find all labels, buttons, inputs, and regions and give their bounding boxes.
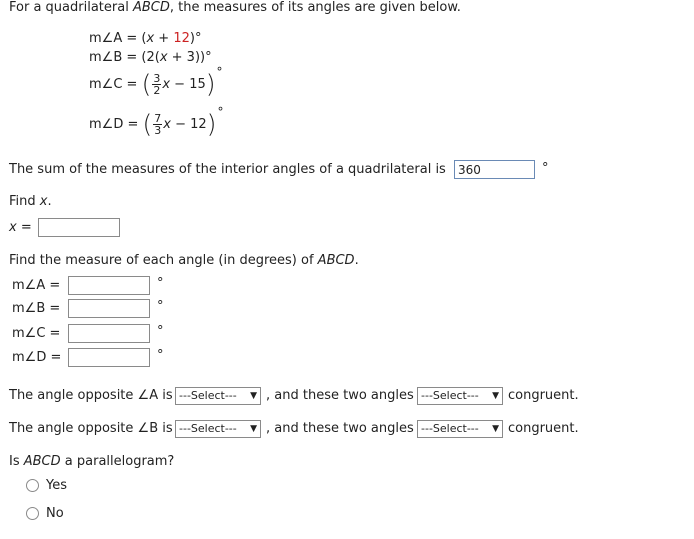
no-radio[interactable] <box>26 507 39 520</box>
angle-d-input[interactable] <box>68 348 150 367</box>
opposite-b-mid-text: , and these two angles <box>266 421 414 436</box>
angle-d-degree: ° <box>157 348 164 363</box>
find-measures-prompt: Find the measure of each angle (in degrees) of ABCD. <box>9 253 359 268</box>
opposite-b-select[interactable]: ---Select--- ▼ <box>175 420 261 438</box>
angle-b-input[interactable] <box>68 299 150 318</box>
angle-b-expression: m∠B = (2(x + 3))° <box>89 50 212 65</box>
angle-a-label: m∠A = <box>12 278 61 293</box>
angle-c-expression: m∠C = ( $\frac{3}{2}$ x − 15)° <box>89 65 223 99</box>
chevron-down-icon: ▼ <box>492 391 499 401</box>
sum-input[interactable] <box>454 160 535 179</box>
angle-d-expression: m∠D = ( $\frac{7}{3}$ x − 12)° <box>89 105 224 139</box>
yes-radio[interactable] <box>26 479 39 492</box>
congruent-b-text: congruent. <box>508 421 579 436</box>
angle-c-degree: ° <box>157 324 164 339</box>
sum-degree-symbol: ° <box>542 161 549 176</box>
find-x-prompt: Find x. <box>9 194 52 209</box>
angle-a-input[interactable] <box>68 276 150 295</box>
angle-c-input[interactable] <box>68 324 150 343</box>
opposite-a-mid-text: , and these two angles <box>266 388 414 403</box>
opposite-a-text: The angle opposite ∠A is <box>9 388 173 403</box>
no-label: No <box>46 506 64 521</box>
yes-label: Yes <box>46 478 67 493</box>
chevron-down-icon: ▼ <box>250 391 257 401</box>
angle-a-degree: ° <box>157 276 164 291</box>
parallelogram-question: Is ABCD a parallelogram? <box>9 454 175 469</box>
opposite-a-select[interactable]: ---Select--- ▼ <box>175 387 261 405</box>
sum-statement: The sum of the measures of the interior angles of a quadrilateral is <box>9 162 446 177</box>
congruent-b-select[interactable]: ---Select--- ▼ <box>417 420 503 438</box>
chevron-down-icon: ▼ <box>492 424 499 434</box>
intro-text: For a quadrilateral ABCD, the measures of its angles are given below. <box>9 0 461 15</box>
congruent-a-select[interactable]: ---Select--- ▼ <box>417 387 503 405</box>
angle-b-degree: ° <box>157 299 164 314</box>
x-label: x = <box>9 220 32 235</box>
angle-a-expression: m∠A = (x + 12)° <box>89 31 202 46</box>
opposite-b-text: The angle opposite ∠B is <box>9 421 173 436</box>
angle-c-label: m∠C = <box>12 326 61 341</box>
angle-d-label: m∠D = <box>12 350 62 365</box>
x-input[interactable] <box>38 218 120 237</box>
congruent-a-text: congruent. <box>508 388 579 403</box>
chevron-down-icon: ▼ <box>250 424 257 434</box>
angle-b-label: m∠B = <box>12 301 61 316</box>
